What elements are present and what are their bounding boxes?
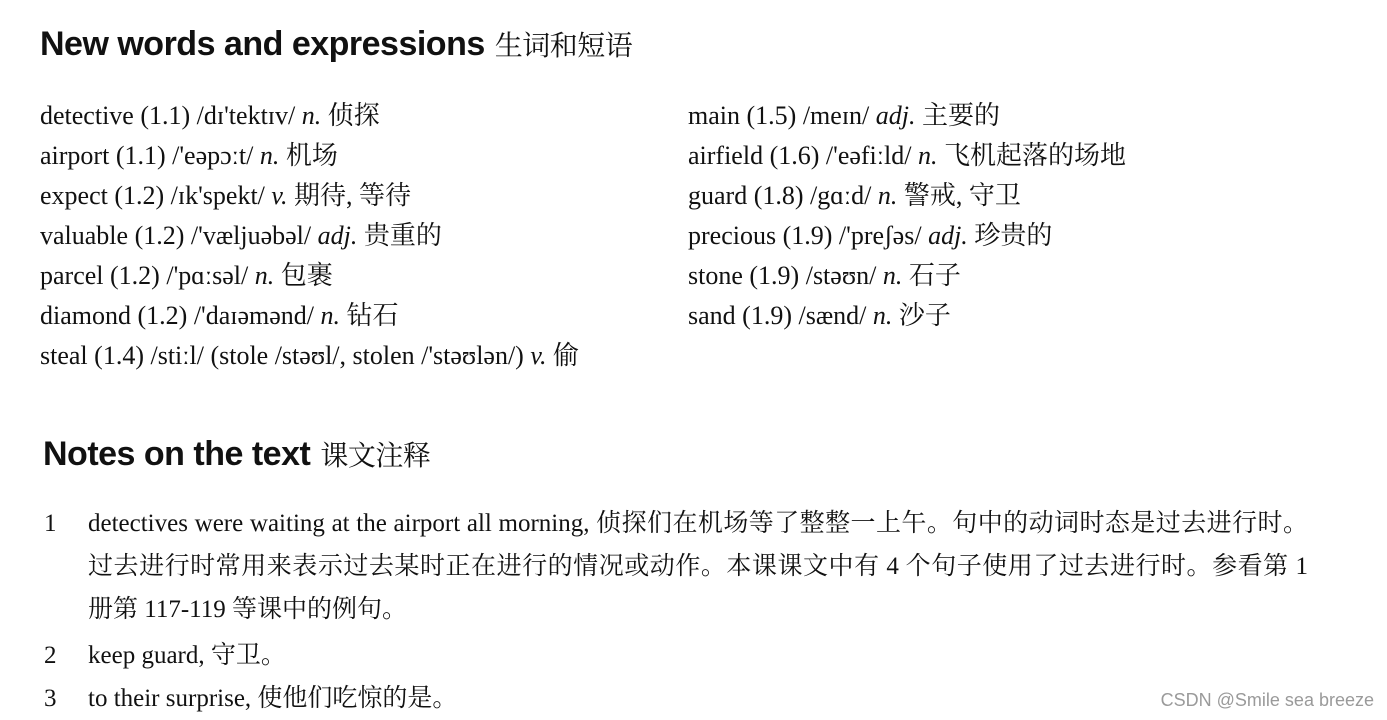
vocab-meaning: 侦探: [327, 101, 380, 130]
vocab-ref: (1.5): [746, 101, 797, 130]
vocab-word: sand: [688, 301, 736, 330]
vocab-entry: [40, 96, 579, 136]
vocab-ref: (1.2): [137, 301, 188, 330]
vocab-word: airport: [40, 141, 110, 170]
vocab-pos: n.: [917, 141, 938, 170]
vocab-phonetic: /meɪn/: [802, 101, 870, 130]
vocab-meaning: 沙子: [898, 301, 951, 330]
vocab-phonetic: /stəʊn/: [805, 261, 877, 290]
vocab-pos: n.: [259, 141, 280, 170]
vocab-ref: (1.9): [742, 301, 792, 330]
vocab-phonetic: /'væljuəbəl/: [190, 221, 312, 250]
vocab-phonetic: /stiːl/ (stole /stəʊl/, stolen /'stəʊlən/): [150, 341, 524, 370]
vocab-meaning: 机场: [285, 141, 338, 170]
vocab-word: valuable: [40, 221, 129, 250]
vocab-ref: (1.8): [753, 181, 804, 210]
notes-list: [44, 502, 1324, 720]
vocab-entry: [40, 176, 579, 216]
vocab-entry: [40, 216, 579, 256]
vocab-word: detective: [40, 101, 134, 130]
vocab-word: airfield: [688, 141, 764, 170]
vocab-meaning: 贵重的: [363, 221, 442, 250]
vocab-ref: (1.1): [115, 141, 166, 170]
vocab-pos: n.: [877, 181, 898, 210]
vocab-phonetic: /'eəfiːld/: [825, 141, 912, 170]
vocab-phonetic: /'pɑːsəl/: [166, 261, 249, 290]
vocab-ref: (1.1): [140, 101, 191, 130]
vocab-phonetic: /'eəpɔːt/: [172, 141, 254, 170]
vocab-word: diamond: [40, 301, 131, 330]
vocab-phonetic: /'daɪəmənd/: [193, 301, 315, 330]
vocab-meaning: 包裹: [280, 261, 333, 290]
vocab-word: stone: [688, 261, 743, 290]
vocab-pos: v.: [530, 341, 547, 370]
vocab-meaning: 主要的: [922, 101, 1001, 130]
vocab-ref: (1.2): [114, 181, 165, 210]
vocab-meaning: 偷: [552, 341, 579, 370]
new-words-heading-en: New words and expressions: [40, 25, 485, 63]
vocab-entry: [688, 216, 1126, 256]
vocab-pos: adj.: [317, 221, 358, 250]
vocab-phonetic: /ɪk'spekt/: [170, 181, 265, 210]
vocab-word: expect: [40, 181, 108, 210]
vocab-pos: adj.: [928, 221, 968, 250]
note-item: [44, 634, 1324, 677]
vocab-entry: [40, 256, 579, 296]
new-words-heading-zh: 生词和短语: [494, 29, 633, 62]
vocab-ref: (1.2): [110, 261, 160, 290]
vocab-ref: (1.9): [749, 261, 800, 290]
vocab-meaning: 期待, 等待: [294, 181, 412, 210]
notes-heading: [43, 434, 430, 474]
vocab-entry: [688, 176, 1126, 216]
vocab-pos: adj.: [875, 101, 916, 130]
vocab-pos: v.: [271, 181, 288, 210]
note-text: detectives were waiting at the airport all morning, 侦探们在机场等了整整一上午。句中的动词时态是过去进行时。过去进行时常用来表示过去某时正在进行的情况或动作。本课课文中有 4 个句子使用了过去进行时。参看第 1 册第 117-119 等课中的例句。: [88, 510, 1308, 623]
vocab-left-column: [40, 96, 579, 376]
vocab-pos: n.: [254, 261, 275, 290]
vocab-ref: (1.9): [782, 221, 833, 250]
vocab-word: precious: [688, 221, 777, 250]
vocab-right-column: [688, 96, 1126, 336]
note-text: to their surprise, 使他们吃惊的是。: [88, 685, 458, 712]
vocab-meaning: 警戒, 守卫: [903, 181, 1021, 210]
vocab-ref: (1.4): [94, 341, 144, 370]
vocab-word: steal: [40, 341, 88, 370]
vocab-word: main: [688, 101, 740, 130]
vocab-entry: [40, 136, 579, 176]
vocab-pos: n.: [320, 301, 341, 330]
vocab-meaning: 飞机起落的场地: [943, 141, 1126, 170]
note-item: [44, 502, 1324, 631]
vocab-pos: n.: [872, 301, 893, 330]
vocab-meaning: 石子: [908, 261, 961, 290]
vocab-phonetic: /'preʃəs/: [838, 221, 922, 250]
vocab-phonetic: /sænd/: [798, 301, 867, 330]
notes-heading-zh: 课文注释: [320, 439, 431, 472]
vocab-word: guard: [688, 181, 748, 210]
note-item: [44, 677, 1324, 720]
vocab-meaning: 珍贵的: [974, 221, 1053, 250]
vocab-entry: [688, 136, 1126, 176]
vocab-entry: [688, 296, 1126, 336]
vocab-ref: (1.2): [134, 221, 185, 250]
vocab-entry: [40, 296, 579, 336]
vocab-phonetic: /gɑːd/: [810, 181, 872, 210]
note-number: 3: [44, 685, 57, 712]
vocab-ref: (1.6): [769, 141, 820, 170]
vocab-entry: [40, 336, 579, 376]
notes-heading-en: Notes on the text: [43, 435, 311, 473]
vocab-meaning: 钻石: [346, 301, 399, 330]
note-text: keep guard, 守卫。: [88, 642, 286, 669]
vocab-phonetic: /dɪ'tektɪv/: [196, 101, 296, 130]
new-words-heading: [40, 24, 632, 64]
vocab-pos: n.: [882, 261, 903, 290]
vocab-entry: [688, 256, 1126, 296]
watermark: CSDN @Smile sea breeze: [1160, 690, 1374, 710]
note-number: 2: [44, 642, 57, 669]
note-number: 1: [44, 510, 57, 537]
vocab-word: parcel: [40, 261, 104, 290]
vocab-entry: [688, 96, 1126, 136]
vocab-pos: n.: [301, 101, 322, 130]
